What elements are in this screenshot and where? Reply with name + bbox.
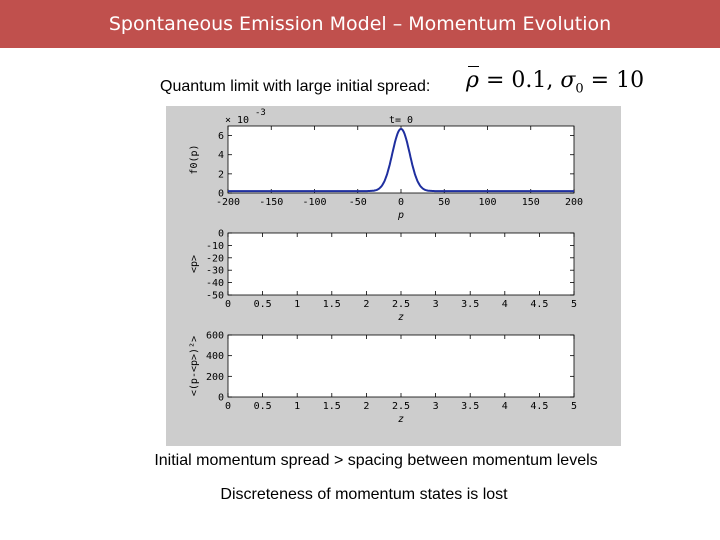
sigma-symbol: σ	[560, 68, 576, 93]
slide-subtitle: Quantum limit with large initial spread:	[160, 78, 431, 95]
plot2-xtick-label: 3.5	[461, 299, 480, 310]
plot2-xtick-label: 4.5	[530, 299, 549, 310]
plot3-xtick-label: 4	[501, 401, 508, 412]
plot3-xtick-label: 1	[294, 401, 301, 412]
plot3-ytick-label: 200	[205, 371, 224, 383]
plot1-xtick-label: -150	[259, 197, 284, 208]
sigma-subscript: 0	[575, 81, 584, 97]
plot1-xtick-label: -100	[302, 197, 327, 208]
plot1-ytick-label: 0	[217, 188, 224, 200]
plot3-xtick-label: 3	[432, 401, 439, 412]
plot2-xtick-label: 0	[224, 299, 232, 310]
rho-value: = 0.1,	[485, 68, 554, 93]
momentum-evolution-figure	[166, 106, 621, 446]
note-discreteness-lost: Discreteness of momentum states is lost	[220, 486, 508, 503]
plot1-y-multiplier: × 10	[225, 115, 250, 126]
slide-title-bar	[0, 0, 720, 48]
plot3-xtick-label: 1.5	[322, 401, 341, 412]
plot1-xtick-label: 150	[521, 197, 540, 208]
plot1-xlabel: p	[397, 210, 405, 221]
parameter-formula	[466, 68, 644, 96]
plot2-xtick-label: 1	[294, 299, 301, 310]
plot3-ylabel: <(p-<p>)²>	[189, 335, 200, 397]
plot2-ytick-label: 0	[217, 228, 224, 240]
plot2-xtick-label: 1.5	[322, 299, 341, 310]
plot3-xtick-label: 0.5	[253, 401, 272, 412]
plot1-y-multiplier-exponent: -3	[255, 108, 266, 118]
plot2-xlabel: z	[397, 312, 405, 323]
plot3-axes	[228, 335, 574, 397]
plot1-xtick-label: -50	[348, 197, 367, 208]
plot2-ylabel: <p>	[189, 254, 200, 274]
plot1-ytick-label: 6	[217, 131, 224, 143]
plot3-ytick-label: 400	[205, 351, 224, 363]
plot2-ytick-label: -20	[205, 253, 224, 265]
plot3-xtick-label: 0	[224, 401, 232, 412]
rho-bar-symbol: ρ	[466, 68, 479, 93]
plot1-axes	[228, 126, 574, 193]
sigma-value: = 10	[590, 68, 645, 93]
plot2-xtick-label: 2	[363, 299, 370, 310]
note-momentum-spread: Initial momentum spread > spacing between momentum levels	[154, 452, 598, 469]
plot1-ytick-label: 4	[217, 150, 224, 162]
slide-title: Spontaneous Emission Model – Momentum Evolution	[108, 13, 612, 35]
plot1-ylabel: f0(p)	[189, 144, 200, 175]
plot2-ytick-label: -40	[205, 278, 224, 290]
plot1-xtick-label: -200	[215, 197, 241, 208]
plot1-xtick-label: 0	[397, 197, 405, 208]
plot1-xtick-label: 50	[438, 197, 451, 208]
plot1-ytick-label: 2	[217, 169, 224, 181]
plot3-xtick-label: 3.5	[461, 401, 480, 412]
plot2-ytick-label: -50	[205, 290, 224, 302]
plot2-xtick-label: 0.5	[253, 299, 272, 310]
plot1-xtick-label: 100	[478, 197, 497, 208]
plot3-xtick-label: 4.5	[530, 401, 549, 412]
plot3-xlabel: z	[397, 414, 405, 425]
plot2-ytick-label: -10	[205, 240, 224, 252]
plot1-title: t= 0	[388, 115, 414, 126]
plot1-xtick-label: 200	[564, 197, 584, 208]
plot2-axes	[228, 233, 574, 295]
plot2-xtick-label: 3	[432, 299, 439, 310]
plot3-xtick-label: 5	[570, 401, 578, 412]
plot3-ytick-label: 600	[205, 330, 224, 342]
plot3-xtick-label: 2	[363, 401, 370, 412]
plot3-xtick-label: 2.5	[391, 401, 411, 412]
plot2-xtick-label: 4	[501, 299, 508, 310]
plot3-ytick-label: 0	[217, 392, 224, 404]
plot2-xtick-label: 5	[570, 299, 578, 310]
plot2-ytick-label: -30	[205, 265, 224, 277]
plot2-xtick-label: 2.5	[391, 299, 411, 310]
